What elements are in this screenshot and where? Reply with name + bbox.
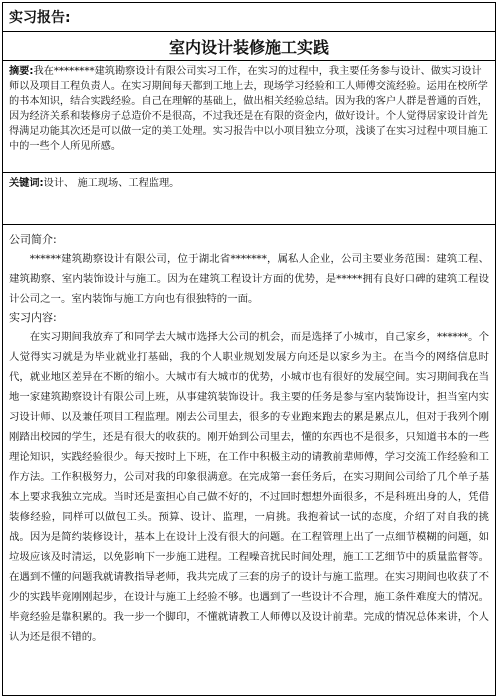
keywords-label: 关键词: bbox=[9, 178, 44, 189]
report-title: 室内设计装修施工实践 bbox=[168, 37, 329, 57]
company-intro: ******建筑勘察设计有限公司，位于湖北省*******，属私人企业，公司主要业务范围：建筑工程、建筑勘察、室内装饰设计与施工。因为在建筑工程设计方面的优势，是*****拥有良好口碑的建筑工程设计公司之一。室内装饰与施工方向也有很独特的一面。 bbox=[9, 253, 489, 305]
abstract-text: 我在********建筑勘察设计有限公司实习工作，在实习的过程中，我主要任务参与设计、做实习设计师以及项目工程负责人。在实习期间每天都到工地上去，现场学习经验和工人师傅交流经验。运用在校所学的书本知识，结合实践经验。自己在理解的基础上，做出相关经验总结。因为我的客户人群是普通的百姓，因为经济关系和装修房子总造价不是很高，不过我还是在有限的资金内，做好设计。个人觉得居家设计首先得满足功能其次还是可以做一定的美工处理。实习报告中以小项目独立分项，浅谈了在实习过程中项目施工中的一些个人所见所感。 bbox=[9, 66, 488, 152]
abstract-box bbox=[3, 61, 495, 173]
abstract-label: 摘要: bbox=[9, 66, 34, 77]
document-page bbox=[2, 2, 496, 696]
report-body bbox=[3, 225, 495, 647]
keywords-text: 设计、 施工现场、工程监理。 bbox=[43, 178, 180, 189]
keywords-box bbox=[3, 173, 495, 225]
report-header bbox=[3, 3, 495, 32]
content-heading: 实习内容: bbox=[9, 311, 57, 324]
content-paragraph: 在实习期间我放弃了和同学去大城市选择大公司的机会，而是选择了小城市，自己家乡，******。个人觉得实习就是为毕业就业打基础，我的个人职业规划发展方向还是以家乡为主。在当今的网络信息时代，就业地区差异在不断的缩小。大城市有大城市的优势，小城市也有很好的发展空间。实习期间我在当地一家建筑勘察设计有限公司上班，从事建筑装饰设计。我主要的任务是参与室内装饰设计，担当室内实习设计师、以及兼任项目工程监理。刚去公司里去，很多的专业跑来跑去的累是累点儿，但对于我列个刚刚踏出校园的学生，还是有很大的收获的。刚开始到公司里去，懂的东西也不是很多，只知道书本的一些理论知识，实践经验很少。每天按时上下班，在工作中积极主动的请教前辈师傅，学习交流工作经验和工作方法。工作积极努力，公司对我的印象很满意。在完成第一套任务后，在实习期间公司给了几个单子基本上要求我独立完成。当时还是蛮担心自己做不好的，不过回时想想外面很多，不是科班出身的人，凭借装修经验，同样可以做包工头。预算、设计、监理，一肩挑。我抱着试一试的态度，介绍了对自我的挑战。因为是简约装修设计，基本上在设计上没有很大的问题。在工程管理上出了一点细节模糊的问题，如垃圾应该及时清运，以免影响下一步施工进程。工程噪音扰民时间处理，施工工艺细节中的质量监督等。在遇到不懂的问题我就请教指导老师，我共完成了三套的房子的设计与施工监理。在实习期间也收获了不少的实践毕竟刚刚起步，在设计与施工上经验不够。也遇到了一些设计不合理，施工条件难度大的情况。毕竟经验是靠积累的。我一步一个脚印，不懂就请教工人师傅以及设计前辈。完成的情况总体来讲，个人认为还是很不错的。 bbox=[9, 331, 489, 643]
report-title-row bbox=[3, 32, 495, 61]
company-heading: 公司简介: bbox=[9, 233, 57, 246]
report-header-label: 实习报告: bbox=[9, 10, 71, 26]
